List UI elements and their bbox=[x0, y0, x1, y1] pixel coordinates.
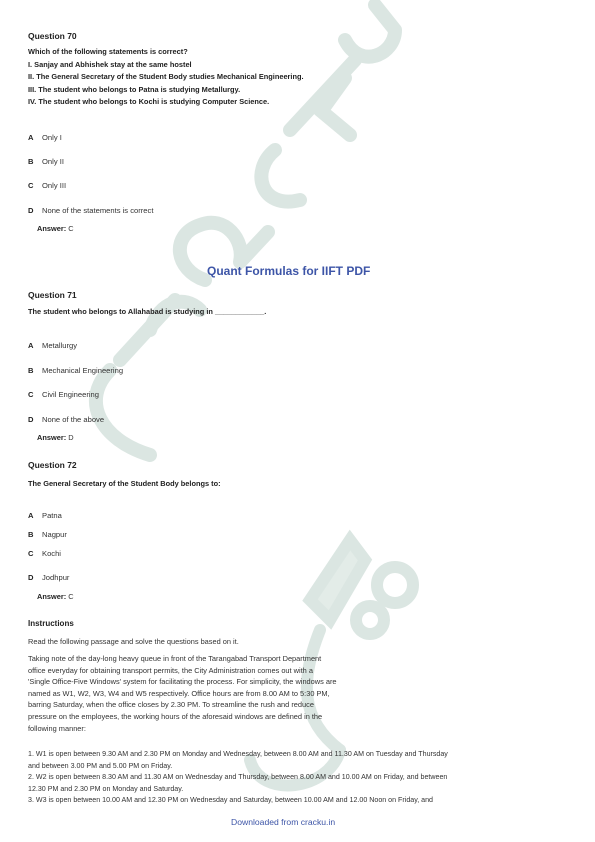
rule-line: 2. W2 is open between 8.30 AM and 11.30 AM on Wednesday and Thursday, between 8.00 AM and 10.00 AM on Friday, and between bbox=[28, 773, 448, 782]
option-text: Jodhpur bbox=[42, 573, 70, 582]
q72-option-d[interactable] bbox=[28, 573, 69, 582]
q70-answer bbox=[37, 224, 74, 233]
rule-line: 12.30 PM and 2.30 PM on Monday and Saturday. bbox=[28, 784, 184, 793]
passage-line: Taking note of the day-long heavy queue in front of the Tarangabad Transport Department bbox=[28, 654, 322, 663]
answer-value: D bbox=[68, 433, 74, 442]
instructions-rules bbox=[28, 749, 573, 807]
instructions-title: Instructions bbox=[28, 619, 74, 628]
question-72-text: The General Secretary of the Student Body belongs to: bbox=[28, 479, 221, 488]
q71-option-b[interactable] bbox=[28, 366, 123, 375]
option-letter: B bbox=[28, 157, 34, 166]
option-letter: B bbox=[28, 530, 34, 539]
q71-option-c[interactable] bbox=[28, 390, 99, 399]
option-text: Kochi bbox=[42, 549, 61, 558]
question-71-title: Question 71 bbox=[28, 290, 77, 300]
q72-option-b[interactable] bbox=[28, 530, 67, 539]
option-text: Mechanical Engineering bbox=[42, 366, 124, 375]
watermark-stroke-c2 bbox=[261, 150, 300, 202]
answer-label: Answer: bbox=[37, 592, 67, 601]
option-text: Nagpur bbox=[42, 530, 67, 539]
passage-line: pressure on the employees, the working hours of the aforesaid windows are defined in the bbox=[28, 711, 323, 721]
option-letter: D bbox=[28, 415, 34, 424]
option-text: Only II bbox=[42, 157, 64, 166]
q70-option-c[interactable] bbox=[28, 181, 66, 190]
instructions-passage bbox=[28, 653, 568, 734]
passage-line: named as W1, W2, W3, W4 and W5 respectively. Office hours are from 8.00 AM to 5:30 PM, bbox=[28, 688, 330, 698]
option-letter: C bbox=[28, 181, 34, 190]
option-letter: D bbox=[28, 573, 34, 582]
question-70-text bbox=[28, 46, 304, 109]
q71-option-a[interactable] bbox=[28, 341, 77, 350]
answer-label: Answer: bbox=[37, 433, 67, 442]
question-70-line: III. The student who belongs to Patna is studying Metallurgy. bbox=[28, 84, 241, 94]
q72-option-c[interactable] bbox=[28, 549, 61, 558]
q70-option-d[interactable] bbox=[28, 206, 153, 215]
option-letter: B bbox=[28, 366, 34, 375]
answer-value: C bbox=[68, 224, 74, 233]
option-letter: A bbox=[28, 341, 34, 350]
rule-line: and between 3.00 PM and 5.00 PM on Friday. bbox=[28, 761, 173, 770]
option-letter: C bbox=[28, 549, 34, 558]
watermark-stroke-u bbox=[345, 5, 395, 57]
option-letter: A bbox=[28, 133, 34, 142]
passage-line: barring Saturday, when the office closes by 2.30 PM. To streamline the rush and reduce bbox=[28, 700, 314, 710]
option-letter: A bbox=[28, 511, 34, 520]
option-letter: C bbox=[28, 390, 34, 399]
option-text: None of the statements is correct bbox=[42, 206, 154, 215]
question-70-title: Question 70 bbox=[28, 31, 77, 41]
q71-answer bbox=[37, 433, 74, 442]
instructions-intro: Read the following passage and solve the questions based on it. bbox=[28, 637, 239, 646]
q70-option-b[interactable] bbox=[28, 157, 64, 166]
question-70-line: I. Sanjay and Abhishek stay at the same hostel bbox=[28, 59, 192, 69]
option-text: Patna bbox=[42, 511, 62, 520]
passage-line: 'Single Office-Five Windows' system for facilitating the process. For simplicity, the windows are bbox=[28, 677, 337, 687]
q72-option-a[interactable] bbox=[28, 511, 62, 520]
option-text: Metallurgy bbox=[42, 341, 78, 350]
q71-option-d[interactable] bbox=[28, 415, 104, 424]
answer-value: C bbox=[68, 592, 74, 601]
question-72-title: Question 72 bbox=[28, 460, 77, 470]
footer-download-link[interactable]: Downloaded from cracku.in bbox=[231, 817, 336, 827]
passage-line: office everyday for obtaining transport permits, the City Administration comes out with a bbox=[28, 665, 313, 675]
option-text: Civil Engineering bbox=[42, 390, 99, 399]
question-71-text: The student who belongs to Allahabad is studying in ____________. bbox=[28, 307, 267, 316]
question-70-line: Which of the following statements is correct? bbox=[28, 47, 188, 56]
option-letter: D bbox=[28, 206, 34, 215]
watermark-stroke-c1 bbox=[96, 370, 150, 455]
answer-label: Answer: bbox=[37, 224, 67, 233]
passage-line: following manner: bbox=[28, 723, 86, 733]
question-70-line: II. The General Secretary of the Student Body studies Mechanical Engineering. bbox=[28, 72, 304, 82]
option-text: None of the above bbox=[42, 415, 105, 424]
option-text: Only III bbox=[42, 181, 67, 190]
rule-line: 1. W1 is open between 9.30 AM and 2.30 PM on Monday and Wednesday, between 8.00 AM and 11.30 AM on Tuesday and Thursday bbox=[28, 750, 448, 758]
question-70-line: IV. The student who belongs to Kochi is studying Computer Science. bbox=[28, 97, 270, 107]
option-text: Only I bbox=[42, 133, 62, 142]
q70-option-a[interactable] bbox=[28, 133, 62, 142]
quant-formulas-link[interactable]: Quant Formulas for IIFT PDF bbox=[207, 264, 371, 278]
rule-line: 3. W3 is open between 10.00 AM and 12.30 PM on Wednesday and Saturday, between 10.00 AM and 12.00 Noon on Friday, and bbox=[28, 796, 434, 805]
q72-answer bbox=[37, 592, 74, 601]
